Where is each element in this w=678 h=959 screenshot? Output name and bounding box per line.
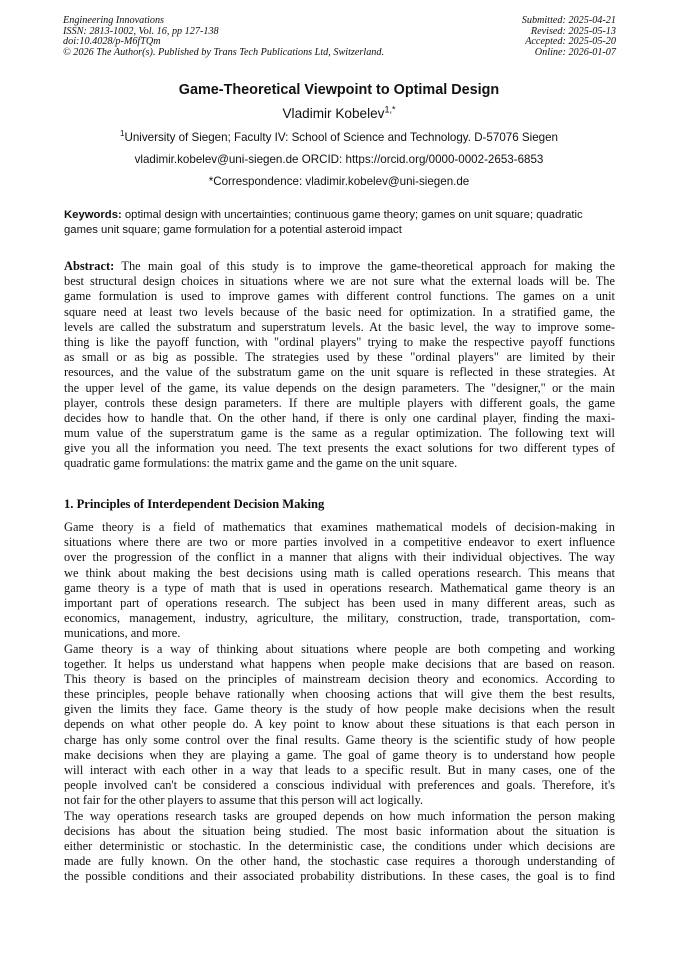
body-line: will interact with each other in a way that leads to a specific result. But in many cases, one of the [64,763,615,777]
abstract-line: player, controls these design parameters. If there are multiple players with different goals, the game [64,395,615,410]
body-line: the possible conditions and their associated probability distributions. In these cases, the goal is to find [64,869,615,884]
body-line: munications, and more. [64,626,181,641]
section-body [64,520,615,885]
revised-date: Revised: 2025-05-13 [530,25,616,37]
body-line: these principles, people behave rationally when choosing actions that will give them the best results, [64,687,615,702]
body-line: important part of operations research. The subject has been used in many different areas, such as [64,595,615,610]
keywords-block [64,208,615,238]
keywords-text: optimal design with uncertainties; continuous game theory; games on unit square; quadratic games unit square; game formulation for a potential asteroid impact [64,209,583,236]
affiliation-text: University of Siegen; Faculty IV: School of Science and Technology. D-57076 Siegen [124,131,558,144]
accepted-date: Accepted: 2025-05-20 [525,36,616,47]
dates-header [522,16,616,58]
abstract-line: best structural design choices in situations where we are not sure what the external loads will be. The [64,274,615,289]
abstract-line: square need at least two levels because of the basic need for optimization. In a stratified game, the [64,304,615,319]
copyright-line: © 2026 The Author(s). Published by Trans Tech Publications Ltd, Switzerland. [63,46,385,58]
body-line: charge has only some control over the final results. Game theory is the scientific study of how people [64,732,615,747]
online-date: Online: 2026-01-07 [534,46,616,58]
abstract-line: quadratic game formulations: the matrix game and the game on the unit square. [64,456,458,471]
submitted-date: Submitted: 2025-04-21 [521,15,616,26]
body-line: Game theory is a way of thinking about situations where people are both competing and working [64,641,615,656]
body-line: This theory is based on the principles of mainstream decision theory and economics. According to [64,671,615,686]
body-line: Game theory is a field of mathematics that examines mathematical models of decision-making in [64,520,615,534]
body-line: The way operations research tasks are grouped depends on how much information the person making [64,808,615,823]
body-line: together. It helps us understand what happens when people make decisions that are based on reason. [64,656,615,671]
abstract-line: levels are called the substratum and superstratum levels. At the basic level, the way to improve some- [64,319,615,334]
author-superscript: 1,* [384,104,396,115]
affiliation-superscript: 1 [120,129,125,139]
contact-line: vladimir.kobelev@uni-siegen.de ORCID: https://orcid.org/0000-0002-2653-6853 [134,153,544,166]
abstract-line: decides how to handle that. On the other hand, if there is only one cardinal player, finding the maxi- [64,410,615,425]
abstract-block [64,259,615,472]
body-line: over the progression of the conflict in a manner that aligns with their individual objectives. The way [64,550,615,565]
doi-line: doi:10.4028/p-M6fTQm [63,36,161,47]
body-line: decisions has about the situation being studied. The most basic information about the situation is [64,823,615,838]
body-line: game theory is a type of math that is used in operations research. Mathematical game theory is an [64,580,615,595]
body-line: make decisions when they are playing a game. The goal of game theory is to understand how people [64,747,615,762]
keywords-label: Keywords: [64,209,122,221]
body-line: made are fully known. On the other hand, the stochastic case requires a thorough understanding of [64,854,615,869]
body-line: we think about making the best decisions using math is called operations research. This means that [64,565,615,580]
paper-title: Game-Theoretical Viewpoint to Optimal Design [178,82,500,98]
journal-name: Engineering Innovations [63,15,165,26]
abstract-line: resources, and the value of the substratum game on the unit square is reflected in these strategies. At [64,365,615,380]
section-heading: 1. Principles of Interdependent Decision Making [64,497,325,511]
journal-header [63,16,384,58]
body-line: not fair for the other players to assume that this person will act logically. [64,793,424,808]
body-line: either deterministic or stochastic. In the deterministic case, the conditions under which decisions are [64,838,615,853]
author-name: Vladimir Kobelev [282,106,385,121]
affiliation-line [0,131,678,144]
abstract-label: Abstract: [64,259,115,273]
author-line [0,106,678,121]
body-line: people involved can't be considered a conscious individual with preferences and goals. Therefore, it's [64,778,615,793]
abstract-line: game formulation is used to improve games with different control functions. The games on a unit [64,289,615,304]
issn-line: ISSN: 2813-1002, Vol. 16, pp 127-138 [63,25,219,37]
abstract-first-line: The main goal of this study is to improve the game-theoretical approach for making the [114,259,615,273]
body-line: economics, management, industry, agriculture, the military, construction, trade, transportation, com- [64,611,615,626]
body-line: depends on what other people do. A key point to know about these situations is that each person in [64,717,615,732]
abstract-line [64,259,615,274]
abstract-line: the upper level of the game, its value depends on the design parameters. The "designer," or the main [64,380,615,395]
abstract-line: thing is like the payoff function, with "ordinal players" trying to make the respective payoff functions [64,334,615,349]
body-line: situations where there are two or more parties involved in a competitive endeavor to exert influence [64,535,615,550]
abstract-line: as small or as big as possible. The strategies used by these "ordinal players" are limited by their [64,350,615,365]
abstract-line: give you all the information you need. The text presents the exact solutions for two different types of [64,441,615,456]
body-line: given the limits they face. Game theory is the study of how people make decisions when the result [64,702,615,717]
correspondence-line: *Correspondence: vladimir.kobelev@uni-siegen.de [208,175,470,188]
abstract-line: mum value of the superstratum game is the same as a regular optimization. The following text will [64,426,615,441]
